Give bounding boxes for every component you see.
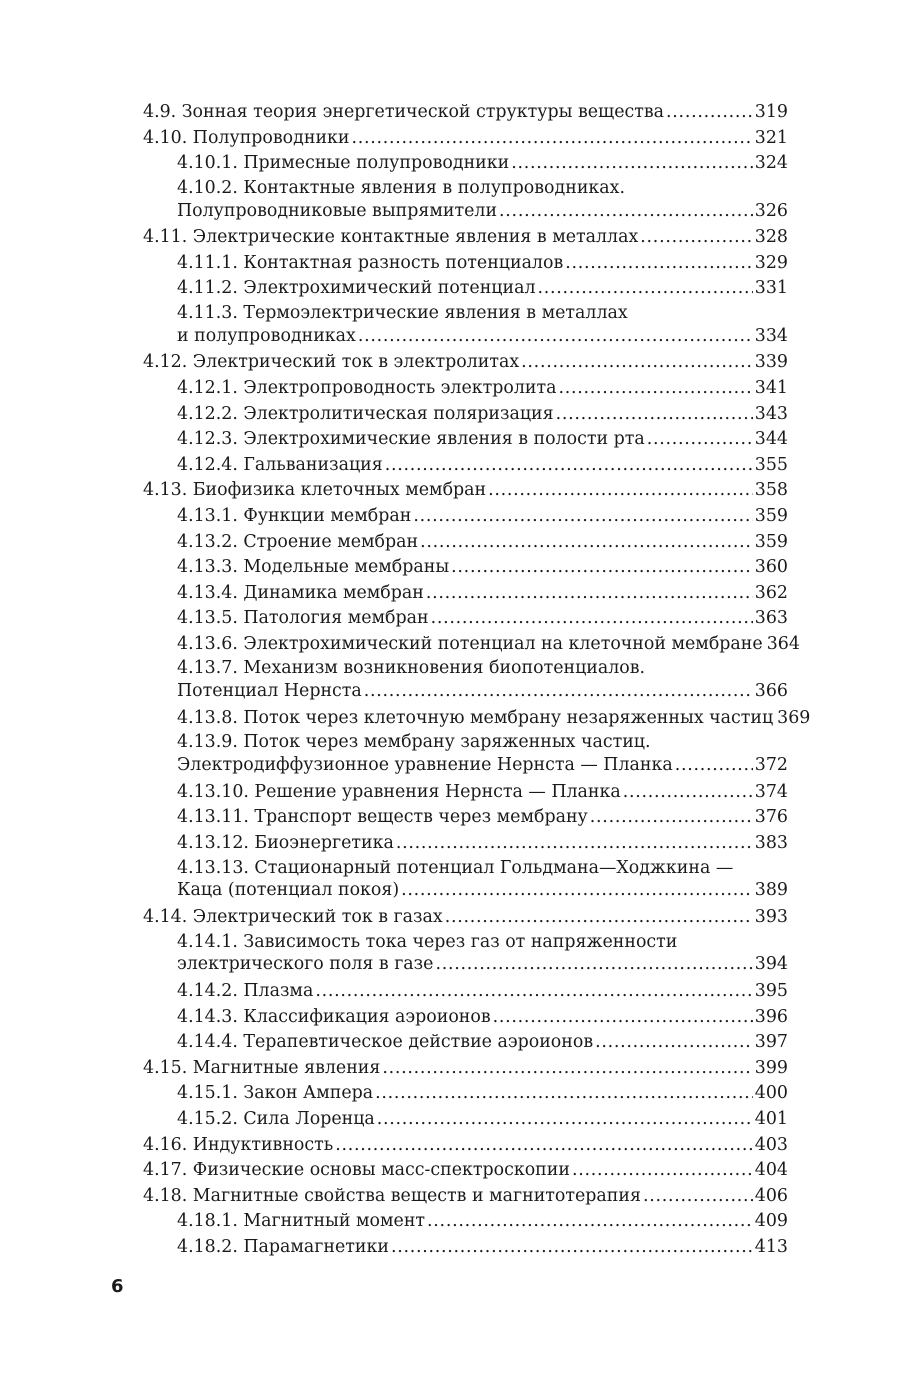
toc-entry-title: Электродиффузионное уравнение Нернста — Планка	[177, 755, 673, 776]
toc-entry[interactable]	[143, 632, 800, 658]
toc-page-number: 328	[754, 227, 788, 248]
toc-page-number: 362	[754, 582, 788, 603]
dot-leader	[559, 376, 753, 402]
toc-entry-title: 4.13. Биофизика клеточных мембран	[143, 480, 487, 501]
toc-page-number: 343	[754, 403, 788, 424]
toc-entry-title: 4.14.3. Классификация аэроионов	[177, 1006, 491, 1027]
toc-page-number: 393	[754, 907, 788, 928]
toc-entry-title: 4.14. Электрический ток в газах	[143, 907, 443, 928]
dot-leader	[377, 1107, 753, 1133]
toc-page-number: 319	[754, 102, 788, 122]
toc-entry-title: 4.14.2. Плазма	[177, 981, 314, 1001]
toc-page-number: 329	[754, 252, 788, 273]
toc-page-number: 334	[754, 325, 788, 346]
toc-page-number: 331	[754, 278, 788, 299]
toc-entry[interactable]	[143, 478, 788, 504]
toc-entry-title: электрического поля в газе	[177, 954, 434, 975]
toc-entry-title: 4.12.3. Электрохимические явления в полости рта	[177, 429, 645, 450]
toc-page-number: 374	[754, 781, 788, 802]
dot-leader	[315, 979, 752, 1005]
toc-page-number: 339	[754, 352, 788, 373]
toc-page-number: 326	[754, 200, 788, 221]
dot-leader	[391, 1235, 753, 1261]
dot-leader	[643, 1184, 753, 1210]
toc-entry-title: и полупроводниках	[177, 325, 356, 346]
toc-page-number: 364	[766, 633, 800, 654]
toc-entry-title: Каца (потенциал покоя)	[177, 880, 400, 901]
dot-leader	[675, 754, 753, 777]
dot-leader	[565, 251, 753, 277]
dot-leader	[413, 504, 752, 530]
toc-entry-title: 4.13.3. Модельные мембраны	[177, 557, 450, 578]
dot-leader	[647, 427, 753, 453]
dot-leader	[445, 905, 753, 931]
toc-entry-title: Полупроводниковые выпрямители	[177, 200, 498, 221]
toc-entry[interactable]	[143, 1133, 788, 1159]
toc-page-number: 397	[754, 1032, 788, 1053]
toc-entry-title-line: 4.13.13. Стационарный потенциал Гольдмана—Ходжкина —	[177, 857, 734, 878]
dot-leader	[382, 1056, 752, 1082]
toc-page-number: 396	[754, 1006, 788, 1027]
dot-leader	[427, 1209, 753, 1235]
toc-entry[interactable]	[143, 857, 788, 903]
dot-leader	[451, 555, 753, 581]
toc-entry-title: 4.11.2. Электрохимический потенциал	[177, 278, 536, 299]
toc-page-number: 400	[754, 1083, 788, 1104]
toc-entry[interactable]	[143, 805, 788, 831]
dot-leader	[511, 151, 753, 177]
toc-page-number: 389	[754, 880, 788, 901]
toc-entry[interactable]	[143, 504, 788, 530]
dot-leader	[426, 581, 753, 607]
toc-entry[interactable]	[143, 1056, 788, 1082]
toc-page-number: 321	[754, 127, 788, 148]
toc-entry-title: Потенциал Нернста	[177, 681, 362, 702]
toc-entry[interactable]	[143, 350, 788, 376]
toc-page-number: 341	[754, 377, 788, 398]
toc-page-number: 394	[754, 954, 788, 975]
toc-entry[interactable]	[143, 376, 788, 402]
toc-entry-title: 4.13.11. Транспорт веществ через мембрану	[177, 807, 588, 828]
dot-leader	[572, 1158, 753, 1184]
toc-entry[interactable]	[143, 427, 788, 453]
toc-entry[interactable]	[143, 731, 788, 777]
toc-entry[interactable]	[143, 302, 788, 348]
dot-leader	[640, 225, 753, 251]
toc-entry[interactable]	[143, 1235, 788, 1261]
toc-page-number: 366	[754, 681, 788, 702]
toc-entry[interactable]	[143, 1030, 788, 1056]
toc-entry[interactable]	[143, 979, 788, 1005]
toc-entry-title: 4.12.2. Электролитическая поляризация	[177, 403, 554, 424]
toc-page-number: 403	[754, 1134, 788, 1155]
toc-page-number: 355	[754, 454, 788, 475]
toc-entry-title-line: 4.11.3. Термоэлектрические явления в металлах	[177, 302, 628, 323]
toc-page-number: 413	[754, 1236, 788, 1257]
toc-entry[interactable]	[143, 100, 788, 126]
dot-leader	[420, 530, 753, 556]
toc-entry-title: 4.13.10. Решение уравнения Нернста — Планка	[177, 781, 621, 802]
toc-entry[interactable]	[143, 606, 788, 632]
dot-leader	[556, 402, 753, 428]
toc-entry-title: 4.13.1. Функции мембран	[177, 505, 412, 526]
toc-entry[interactable]	[143, 831, 788, 857]
toc-entry-title: 4.13.8. Поток через клеточную мембрану незаряженных частиц	[177, 707, 774, 728]
page-number: 6	[111, 1276, 124, 1297]
toc-entry[interactable]	[143, 706, 811, 732]
toc-entry-title: 4.12.1. Электропроводность электролита	[177, 377, 557, 398]
dot-leader	[488, 478, 753, 504]
toc-page-number: 401	[754, 1108, 788, 1129]
toc-entry-title: 4.10. Полупроводники	[143, 127, 350, 148]
dot-leader	[595, 1030, 753, 1056]
toc-entry-title: 4.15. Магнитные явления	[143, 1057, 381, 1078]
dot-leader	[431, 606, 753, 632]
toc-entry-title: 4.13.5. Патология мембран	[177, 608, 429, 629]
dot-leader	[666, 100, 753, 126]
toc-entry-title: 4.13.2. Строение мембран	[177, 531, 419, 552]
toc-entry-title: 4.18.2. Парамагнетики	[177, 1236, 389, 1257]
toc-entry[interactable]	[143, 402, 788, 428]
dot-leader	[335, 1133, 753, 1159]
toc-page-number: 376	[754, 807, 788, 828]
dot-leader	[364, 680, 753, 703]
toc-page-number: 399	[754, 1057, 788, 1078]
toc-entry[interactable]	[143, 1184, 788, 1210]
toc-page-number: 359	[754, 531, 788, 552]
toc-entry-title: 4.10.1. Примесные полупроводники	[177, 153, 510, 174]
toc-entry[interactable]	[143, 151, 788, 177]
toc-entry[interactable]	[143, 905, 788, 931]
toc-entry-title-line: 4.14.1. Зависимость тока через газ от напряженности	[177, 931, 678, 952]
table-of-contents	[143, 100, 811, 1261]
toc-entry[interactable]	[143, 126, 788, 152]
toc-entry-title: 4.12. Электрический ток в электролитах	[143, 352, 520, 373]
toc-entry-title: 4.14.4. Терапевтическое действие аэроионов	[177, 1032, 594, 1053]
dot-leader	[352, 126, 753, 152]
dot-leader	[401, 879, 753, 902]
toc-entry[interactable]	[143, 1158, 788, 1184]
toc-entry[interactable]	[143, 453, 788, 479]
toc-entry[interactable]	[143, 1005, 788, 1031]
dot-leader	[385, 453, 753, 479]
toc-entry-title: 4.18.1. Магнитный момент	[177, 1211, 426, 1232]
dot-leader	[493, 1005, 753, 1031]
dot-leader	[590, 805, 753, 831]
toc-page-number: 372	[754, 755, 788, 776]
toc-page-number: 409	[754, 1211, 788, 1232]
toc-entry[interactable]	[143, 530, 788, 556]
toc-entry[interactable]	[143, 1107, 788, 1133]
toc-page-number: 344	[754, 429, 788, 450]
toc-entry[interactable]	[143, 931, 788, 977]
toc-entry-title: 4.13.4. Динамика мембран	[177, 582, 424, 603]
toc-entry[interactable]	[143, 780, 788, 806]
toc-entry-title: 4.13.12. Биоэнергетика	[177, 833, 394, 854]
toc-entry[interactable]	[143, 251, 788, 277]
dot-leader	[396, 831, 753, 857]
toc-entry-title: 4.9. Зонная теория энергетической структуры вещества	[143, 102, 665, 122]
toc-page-number: 383	[754, 833, 788, 854]
toc-entry-title: 4.17. Физические основы масс-спектроскопии	[143, 1160, 570, 1181]
toc-entry-title: 4.15.1. Закон Ампера	[177, 1083, 374, 1104]
toc-entry[interactable]	[143, 276, 788, 302]
toc-page-number: 369	[777, 707, 811, 728]
toc-entry[interactable]	[143, 1081, 788, 1107]
toc-entry-title: 4.18. Магнитные свойства веществ и магнитотерапия	[143, 1185, 641, 1206]
dot-leader	[435, 953, 752, 976]
dot-leader	[375, 1081, 753, 1107]
toc-entry[interactable]	[143, 657, 788, 703]
toc-page-number: 404	[754, 1160, 788, 1181]
toc-page-number: 406	[754, 1185, 788, 1206]
toc-entry-title-line: 4.10.2. Контактные явления в полупроводниках.	[177, 177, 625, 198]
toc-entry-title: 4.16. Индуктивность	[143, 1134, 334, 1155]
toc-page-number: 324	[754, 153, 788, 174]
toc-entry-title: 4.11.1. Контактная разность потенциалов	[177, 252, 564, 273]
toc-page-number: 360	[754, 557, 788, 578]
toc-entry-title: 4.13.6. Электрохимический потенциал на клеточной мембране	[177, 633, 763, 654]
toc-entry-title: 4.15.2. Сила Лоренца	[177, 1108, 375, 1129]
toc-entry-title: 4.12.4. Гальванизация	[177, 454, 383, 475]
toc-entry-title-line: 4.13.7. Механизм возникновения биопотенциалов.	[177, 658, 646, 679]
dot-leader	[521, 350, 753, 376]
toc-entry[interactable]	[143, 177, 788, 223]
toc-entry[interactable]	[143, 555, 788, 581]
toc-page-number: 363	[754, 608, 788, 629]
toc-entry[interactable]	[143, 581, 788, 607]
toc-entry-title: 4.11. Электрические контактные явления в металлах	[143, 227, 639, 248]
toc-entry-title-line: 4.13.9. Поток через мембрану заряженных частиц.	[177, 732, 651, 753]
dot-leader	[623, 780, 753, 806]
toc-entry[interactable]	[143, 225, 788, 251]
toc-page-number: 358	[754, 480, 788, 501]
dot-leader	[358, 325, 753, 348]
toc-entry[interactable]	[143, 1209, 788, 1235]
dot-leader	[538, 276, 753, 302]
toc-page-number: 359	[754, 505, 788, 526]
toc-page-number: 395	[754, 981, 788, 1001]
dot-leader	[499, 200, 753, 223]
